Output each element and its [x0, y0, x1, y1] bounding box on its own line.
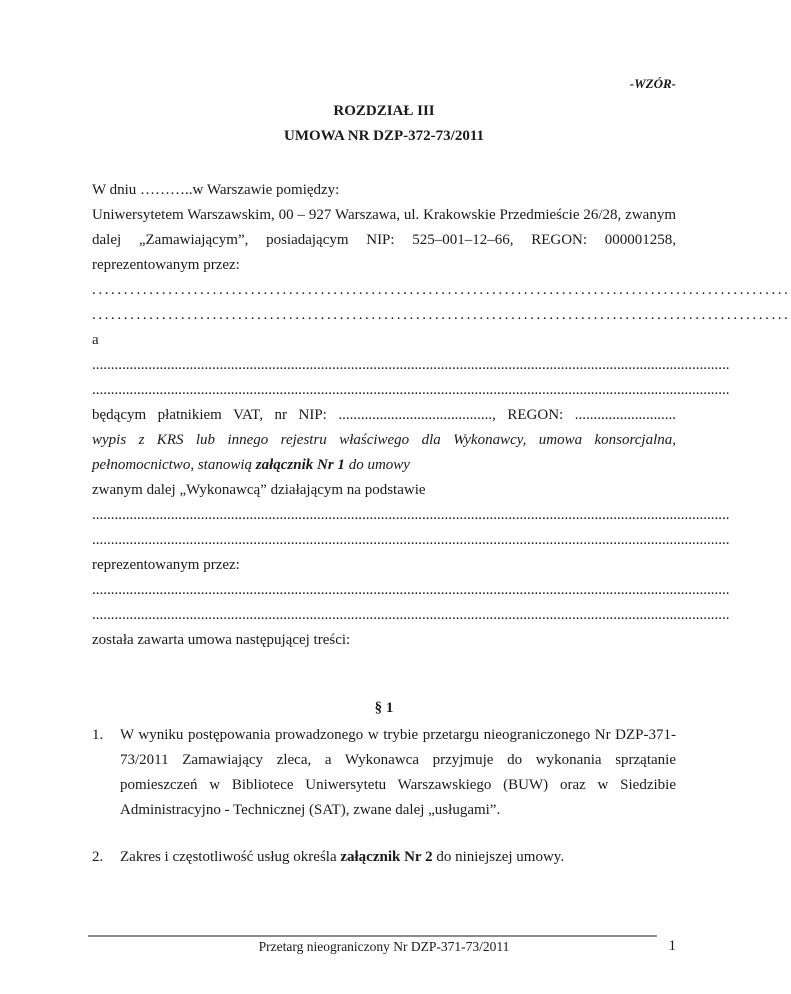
list-number: 2. — [92, 849, 104, 865]
attachment-1-note-suffix: do umowy — [344, 457, 410, 473]
page-number: 1 — [668, 938, 676, 954]
watermark-label: -WZÓR- — [629, 76, 676, 91]
date-line: W dniu ………..w Warszawie pomiędzy: — [92, 182, 340, 198]
section-1-item-1 — [92, 723, 676, 823]
employer-paragraph: Uniwersytetem Warszawskim, 00 – 927 Warszawa, ul. Krakowskie Przedmieście 26/28, zwanym dalej „Zamawiającym”, posiadającym NIP: 525–001–12–66, REGON: 000001258, reprezentowanym przez: — [92, 207, 676, 273]
attachment-2-reference: załącznik Nr 2 — [340, 849, 433, 865]
fill-in-line-contractor-rep-2: .......................................................................................................................................................................... — [92, 607, 730, 623]
section-1-item-2-text: Zakres i częstotliwość usług określa — [120, 849, 341, 865]
fill-in-line-basis-2: .......................................................................................................................................................................... — [92, 532, 730, 548]
contractor-line: zwanym dalej „Wykonawcą” działającym na podstawie — [92, 482, 426, 498]
footer-reference: Przetarg nieograniczony Nr DZP-371-73/2011 — [258, 939, 510, 954]
fill-in-line-contractor-1: .......................................................................................................................................................................... — [92, 357, 730, 373]
list-number: 1. — [92, 727, 104, 743]
and-separator: a — [92, 332, 99, 348]
section-1-heading: § 1 — [374, 700, 394, 716]
section-1-item-2-suffix: do niniejszej umowy. — [432, 849, 565, 865]
fill-in-line-representative-1: .............................................................................................................. — [92, 282, 791, 298]
represented-by-line: reprezentowanym przez: — [92, 557, 240, 573]
vat-nip-regon-line: będącym płatnikiem VAT, nr NIP: ........................................., REGON: ........................... — [92, 407, 676, 423]
conclusion-line: została zawarta umowa następującej treści: — [92, 632, 351, 648]
section-1-item-2 — [92, 845, 676, 870]
fill-in-line-contractor-rep-1: .......................................................................................................................................................................... — [92, 582, 730, 598]
chapter-heading: ROZDZIAŁ III — [333, 103, 435, 119]
document-body — [92, 178, 791, 870]
fill-in-line-basis-1: .......................................................................................................................................................................... — [92, 507, 730, 523]
fill-in-line-representative-2: .............................................................................................................. — [92, 307, 791, 323]
footer-divider — [88, 935, 657, 937]
section-1-item-1-text: W wyniku postępowania prowadzonego w trybie przetargu nieograniczonego Nr DZP-371-73/2011 Zamawiający zleca, a Wykonawca przyjmuje do wykonania sprzątanie pomieszczeń w Bibliotece Uniwersytetu Warszawskiego (BUW) oraz w Siedzibie Administracyjno - Technicznej (SAT), zwane dalej „usługami”. — [120, 727, 676, 818]
attachment-1-reference: załącznik Nr 1 — [255, 457, 345, 473]
contract-title: UMOWA NR DZP-372-73/2011 — [284, 128, 484, 144]
fill-in-line-contractor-2: .......................................................................................................................................................................... — [92, 382, 730, 398]
attachment-1-note — [92, 428, 676, 478]
attachment-1-note-text: wypis z KRS lub innego rejestru właściwego dla Wykonawcy, umowa konsorcjalna, pełnomocnictwo, stanowią — [92, 432, 676, 473]
